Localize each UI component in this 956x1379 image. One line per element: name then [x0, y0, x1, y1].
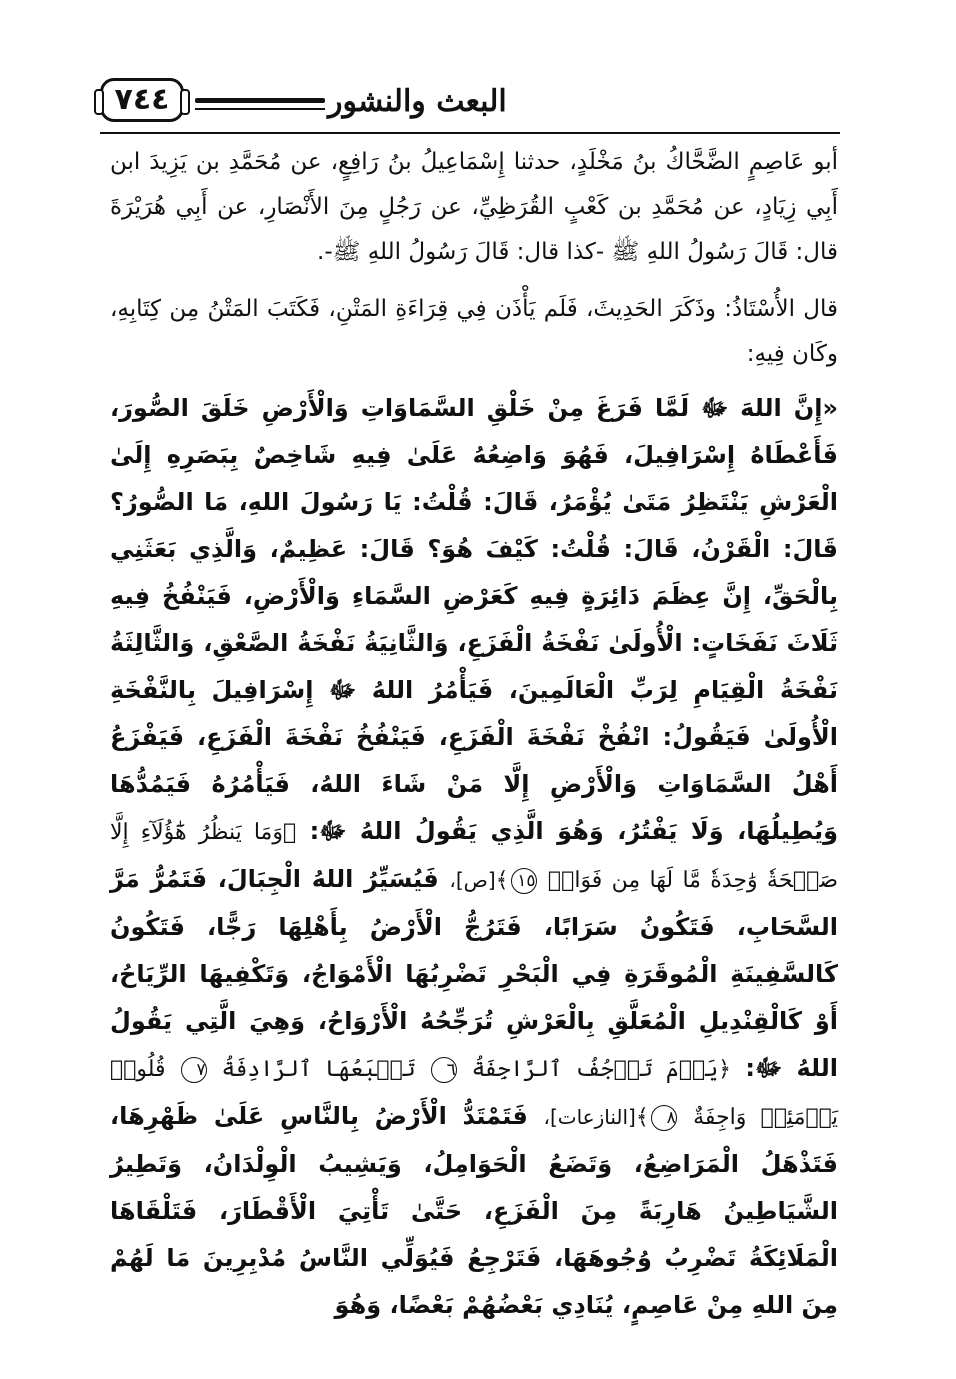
quran-close-bracket: ﴾ — [635, 1105, 649, 1130]
page-body — [110, 140, 838, 1329]
running-title: البعث والنشور — [328, 84, 507, 119]
quran-verse-text: قُلُوبٞ يَوۡمَئِذٖ وَاجِفَةٌ — [110, 1057, 839, 1130]
hadith-text-part2: فَيُسَيِّرُ اللهُ الْجِبَالَ، فَتَمُرُّ مَرَّ السَّحَابِ، فَتَكُونُ سَرَابًا، فَتَرُجُّ الْأَرْضُ بِأَهْلِهَا رَجًّا، فَتَكُونُ كَالسَّفِينَةِ الْمُوقَرَةِ فِي الْبَحْرِ تَضْرِبُهَا الْأَمْوَاجُ، وَتَكْفِيهَا الرِّيَاحُ، أَوْ كَالْقِنْدِيلِ الْمُعَلَّقِ بِالْعَرْشِ تُرَجِّحُهُ الْأَرْوَاحُ، وَهِيَ الَّتِي يَقُولُ اللهُ ﷻ: — [110, 865, 839, 1082]
hadith-paragraph — [110, 385, 838, 1329]
verse-number-marker: ٨ — [651, 1105, 677, 1131]
header-ornament-rule-thin — [195, 108, 325, 110]
isnad-paragraph: أبو عَاصِمٍ الضَّحَّاكُ بنُ مَخْلَدٍ، حدثنا إِسْمَاعِيلُ بنُ رَافِعٍ، عن مُحَمَّدِ بن يَزِيدَ ابن أَبِي زِيَادٍ، عن مُحَمَّدِ بن كَعْبٍ القُرَظِيِّ، عن رَجُلٍ مِنَ الأَنْصَارِ، عن أَبِي هُرَيْرَةَ قال: قَالَ رَسُولُ اللهِ ﷺ -كذا قال: قَالَ رَسُولُ اللهِ ﷺ-. — [110, 149, 838, 265]
verse-number-marker: ٧ — [181, 1057, 207, 1083]
header-divider — [100, 132, 840, 134]
quran-verse-text: ﴿وَمَا يَنظُرُ هَٰٓؤُلَآءِ إِلَّا صَيۡحَةٗ وَٰحِدَةٗ مَّا لَهَا مِن فَوَاقٖ — [110, 820, 839, 893]
quran-verse-text: تَتۡبَعُهَا ٱلرَّادِفَةُ — [221, 1057, 416, 1082]
hadith-text-part3: فَتَمْتَدُّ الْأَرْضُ بِالنَّاسِ عَلَىٰ ظَهْرِهَا، فَتَذْهَلُ الْمَرَاضِعُ، وَتَضَعُ الْحَوَامِلُ، وَيَشِيبُ الْوِلْدَانُ، وَتَطِيرُ الشَّيَاطِينُ هَارِبَةً مِنَ الْفَزَعِ، حَتَّىٰ تَأْتِيَ الْأَقْطَارَ، فَتَلْقَاهَا الْمَلَائِكَةُ تَضْرِبُ وُجُوهَهَا، فَتَرْجِعُ فَيُوَلِّي النَّاسُ مُدْبِرِينَ مَا لَهُمْ مِنَ اللهِ مِنْ عَاصِمٍ، يُنَادِي بَعْضُهُمْ بَعْضًا، وَهُوَ — [110, 1102, 838, 1319]
quran-verse-text: ﴿يَوۡمَ تَرۡجُفُ ٱلرَّاجِفَةُ — [471, 1057, 732, 1082]
running-header — [100, 78, 840, 142]
hadith-text-part1: «إِنَّ اللهَ ﷻ لَمَّا فَرَغَ مِنْ خَلْقِ السَّمَاوَاتِ وَالْأَرْضِ خَلَقَ الصُّورَ، فَأَعْطَاهُ إِسْرَافِيلَ، فَهُوَ وَاضِعُهُ عَلَىٰ فِيهِ شَاخِصٌ بِبَصَرِهِ إِلَىٰ الْعَرْشِ يَنْتَظِرُ مَتَىٰ يُؤْمَرُ، قَالَ: قُلْتُ: يَا رَسُولَ اللهِ، مَا الصُّورُ؟ قَالَ: الْقَرْنُ، قَالَ: قُلْتُ: كَيْفَ هُوَ؟ قَالَ: عَظِيمٌ، وَالَّذِي بَعَثَنِي بِالْحَقِّ، إِنَّ عِظَمَ دَائِرَةٍ فِيهِ كَعَرْضِ السَّمَاءِ وَالْأَرْضِ، فَيَنْفُخُ فِيهِ ثَلَاثَ نَفَخَاتٍ: الْأُولَىٰ نَفْخَةُ الْفَزَعِ، وَالثَّانِيَةُ نَفْخَةُ الصَّعْقِ، وَالثَّالِثَةُ نَفْخَةُ الْقِيَامِ لِرَبِّ الْعَالَمِينَ، فَيَأْمُرُ اللهُ ﷻ إِسْرَافِيلَ بِالنَّفْخَةِ الْأُولَىٰ فَيَقُولُ: انْفُخْ نَفْخَةَ الْفَزَعِ، فَيَنْفُخُ نَفْخَةَ الْفَزَعِ، فَيَفْزَعُ أَهْلُ السَّمَاوَاتِ وَالْأَرْضِ إِلَّا مَنْ شَاءَ اللهُ، فَيَأْمُرُهُ فَيَمُدُّهَا وَيُطِيلُهَا، وَلَا يَفْتُرُ، وَهُوَ الَّذِي يَقُولُ اللهُ ﷻ: — [110, 394, 839, 845]
surah-reference: [النازعات]، — [543, 1105, 636, 1129]
surah-reference: [ص]، — [449, 868, 496, 892]
header-ornament-rule — [195, 98, 325, 103]
note-paragraph: قال الأُسْتَاذُ: وذَكَرَ الحَدِيثَ، فَلَم يَأْذَن فِي قِرَاءَةِ المَتْنِ، فَكَتَبَ المَتْنُ مِن كِتَابِهِ، وكَان فِيهِ: — [110, 296, 838, 367]
verse-number-marker: ٦ — [431, 1057, 457, 1083]
page-number: ٧٤٤ — [100, 78, 184, 122]
quran-close-bracket: ﴾ — [495, 868, 509, 893]
verse-number-marker: ١٥ — [511, 868, 537, 894]
